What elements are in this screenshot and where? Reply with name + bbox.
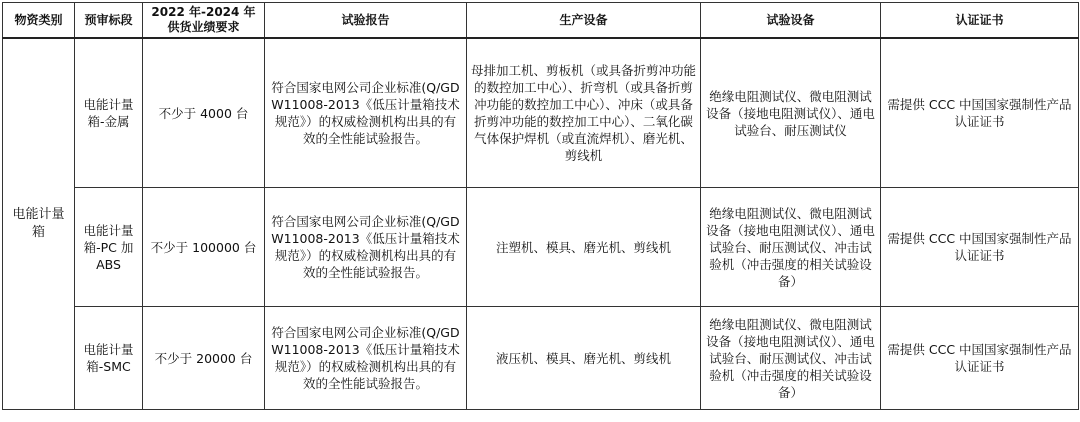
header-production-equipment: 生产设备 (467, 3, 701, 39)
test-equipment-cell: 绝缘电阻测试仪、微电阻测试设备（接地电阻测试仪）、通电试验台、耐压测试仪、冲击试验机（冲击强度的相关试验设备） (701, 307, 881, 410)
certificate-cell: 需提供 CCC 中国国家强制性产品认证证书 (881, 188, 1079, 307)
production-equipment-cell: 母排加工机、剪板机（或具备折剪冲功能的数控加工中心）、折弯机（或具备折剪冲功能的数控加工中心）、冲床（或具备折剪冲功能的数控加工中心）、二氧化碳气体保护焊机（或直流焊机）、磨光机、剪线机 (467, 38, 701, 188)
production-equipment-cell: 注塑机、模具、磨光机、剪线机 (467, 188, 701, 307)
section-cell: 电能计量箱-金属 (75, 38, 143, 188)
section-cell: 电能计量箱-SMC (75, 307, 143, 410)
header-performance-line2: 供货业绩要求 (167, 20, 240, 34)
table-row (3, 307, 1079, 410)
header-section: 预审标段 (75, 3, 143, 39)
performance-cell: 不少于 100000 台 (143, 188, 265, 307)
section-cell: 电能计量箱-PC 加 ABS (75, 188, 143, 307)
test-report-cell: 符合国家电网公司企业标准(Q/GDW11008-2013《低压计量箱技术规范》）的权威检测机构出具的有效的全性能试验报告。 (265, 307, 467, 410)
header-performance-line1: 2022 年-2024 年 (151, 5, 256, 19)
certificate-cell: 需提供 CCC 中国国家强制性产品认证证书 (881, 38, 1079, 188)
header-test-equipment: 试验设备 (701, 3, 881, 39)
test-equipment-cell: 绝缘电阻测试仪、微电阻测试设备（接地电阻测试仪）、通电试验台、耐压测试仪 (701, 38, 881, 188)
header-category: 物资类别 (3, 3, 75, 39)
header-certificate: 认证证书 (881, 3, 1079, 39)
table-row (3, 188, 1079, 307)
test-equipment-cell: 绝缘电阻测试仪、微电阻测试设备（接地电阻测试仪）、通电试验台、耐压测试仪、冲击试验机（冲击强度的相关试验设备） (701, 188, 881, 307)
header-test-report: 试验报告 (265, 3, 467, 39)
qualification-requirements-table (2, 2, 1079, 410)
certificate-cell: 需提供 CCC 中国国家强制性产品认证证书 (881, 307, 1079, 410)
performance-cell: 不少于 20000 台 (143, 307, 265, 410)
table-body (3, 38, 1079, 410)
table-row (3, 38, 1079, 188)
table-header (3, 3, 1079, 39)
production-equipment-cell: 液压机、模具、磨光机、剪线机 (467, 307, 701, 410)
test-report-cell: 符合国家电网公司企业标准(Q/GDW11008-2013《低压计量箱技术规范》）的权威检测机构出具的有效的全性能试验报告。 (265, 188, 467, 307)
header-performance (143, 3, 265, 39)
category-cell: 电能计量箱 (3, 38, 75, 410)
performance-cell: 不少于 4000 台 (143, 38, 265, 188)
header-row (3, 3, 1079, 39)
test-report-cell: 符合国家电网公司企业标准(Q/GDW11008-2013《低压计量箱技术规范》）的权威检测机构出具的有效的全性能试验报告。 (265, 38, 467, 188)
